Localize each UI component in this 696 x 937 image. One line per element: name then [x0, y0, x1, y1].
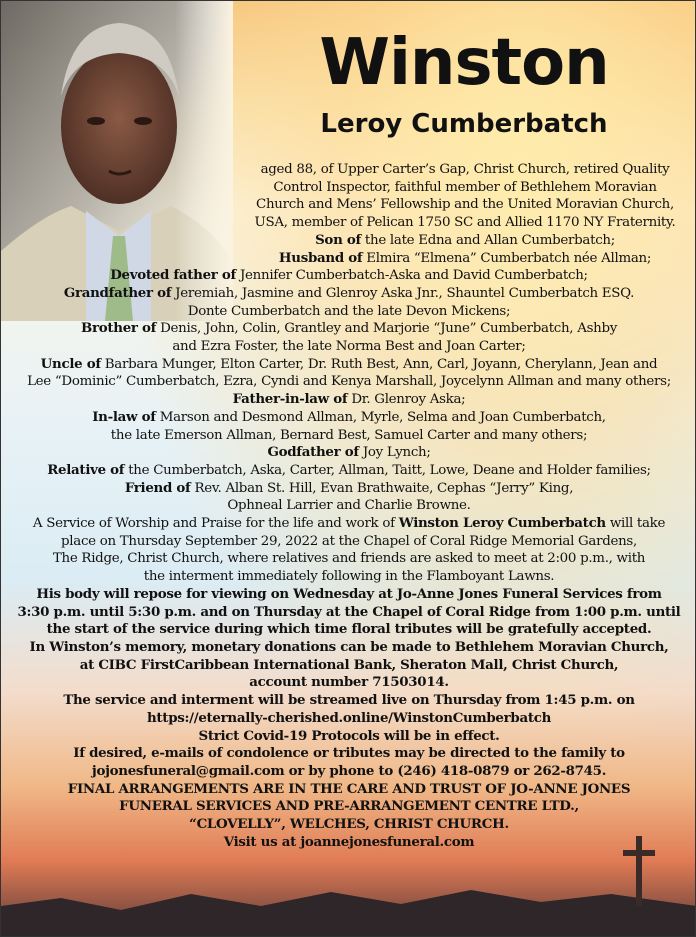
- deceased-first-name: Winston: [319, 26, 609, 100]
- relation-label: Uncle of: [40, 355, 101, 372]
- line-text: Rev. Alban St. Hill, Evan Brathwaite, Cephas “Jerry” King,: [190, 480, 574, 496]
- line-text: If desired, e-mails of condolence or tributes may be directed to the family to: [73, 745, 625, 762]
- text-line: [1, 462, 696, 480]
- line-text: Visit us at joannejonesfuneral.com: [223, 833, 475, 850]
- line-text: Denis, John, Colin, Grantley and Marjorie “June” Cumberbatch, Ashby: [156, 321, 618, 337]
- text-line: [1, 568, 696, 586]
- line-text: account number 71503014.: [249, 674, 449, 691]
- deceased-full-name: Winston Leroy Cumberbatch: [398, 515, 606, 532]
- line-text: the late Emerson Allman, Bernard Best, Samuel Carter and many others;: [110, 427, 588, 443]
- text-line: [1, 639, 696, 657]
- text-line: [1, 250, 696, 268]
- text-line: [1, 391, 696, 409]
- relation-label: Godfather of: [267, 444, 359, 461]
- line-text: Donte Cumberbatch and the late Devon Mickens;: [187, 303, 511, 319]
- line-text: https://eternally-cherished.online/WinstonCumberbatch: [146, 709, 552, 726]
- text-line: [1, 763, 696, 781]
- line-text: Joy Lynch;: [358, 445, 431, 461]
- line-text: at CIBC FirstCaribbean International Bank, Sheraton Mall, Christ Church,: [79, 656, 619, 673]
- text-line: [1, 356, 696, 374]
- line-text: Control Inspector, faithful member of Bethlehem Moravian: [273, 179, 657, 195]
- text-line: [1, 781, 696, 799]
- text-line: [1, 303, 696, 321]
- relation-label: Relative of: [47, 461, 125, 478]
- relation-label: Friend of: [124, 479, 191, 496]
- relation-label: Devoted father of: [110, 267, 237, 284]
- line-text: USA, member of Pelican 1750 SC and Allied 1170 NY Fraternity.: [254, 215, 676, 231]
- text-line: [1, 550, 696, 568]
- text-line: [1, 674, 696, 692]
- text-line: [1, 427, 696, 445]
- text-line: [1, 338, 696, 356]
- text-line: [1, 285, 696, 303]
- line-text: aged 88, of Upper Carter’s Gap, Christ Church, retired Quality: [260, 162, 670, 177]
- line-text: His body will repose for viewing on Wednesday at Jo-Anne Jones Funeral Services from: [36, 585, 662, 602]
- text-line: [1, 515, 696, 533]
- line-text: and Ezra Foster, the late Norma Best and Joan Carter;: [172, 339, 526, 355]
- text-line: [1, 798, 696, 816]
- text-line: [1, 232, 696, 250]
- relation-label: Brother of: [80, 320, 157, 337]
- line-text: Marson and Desmond Allman, Myrle, Selma and Joan Cumberbatch,: [155, 409, 606, 425]
- text-line: [1, 497, 696, 515]
- text-line: [1, 692, 696, 710]
- line-text: place on Thursday September 29, 2022 at the Chapel of Coral Ridge Memorial Gardens,: [61, 533, 637, 549]
- text-line: [1, 480, 696, 498]
- line-text: Barbara Munger, Elton Carter, Dr. Ruth Best, Ann, Carl, Joyann, Cherylann, Jean and: [100, 356, 658, 372]
- text-line: [1, 745, 696, 763]
- text-line: [1, 657, 696, 675]
- line-text: A Service of Worship and Praise for the life and work of: [32, 516, 399, 532]
- line-text: Lee “Dominic” Cumberbatch, Ezra, Cyndi and Kenya Marshall, Joycelynn Allman and many others;: [27, 374, 671, 390]
- text-line: [1, 444, 696, 462]
- text-line: [1, 267, 696, 285]
- text-line: [1, 214, 696, 232]
- text-line: [1, 320, 696, 338]
- line-text: The Ridge, Christ Church, where relatives and friends are asked to meet at 2:00 p.m., with: [52, 551, 646, 567]
- text-line: [1, 161, 696, 179]
- obituary-text: [1, 161, 696, 851]
- text-line: [1, 196, 696, 214]
- mountain-silhouette: [1, 876, 696, 936]
- line-text: Strict Covid-19 Protocols will be in effect.: [198, 727, 500, 744]
- line-text: the interment immediately following in the Flamboyant Lawns.: [143, 569, 555, 585]
- text-line: [1, 834, 696, 852]
- line-text: FINAL ARRANGEMENTS ARE IN THE CARE AND TRUST OF JO-ANNE JONES: [67, 780, 631, 797]
- text-line: [1, 586, 696, 604]
- line-text: In Winston’s memory, monetary donations can be made to Bethlehem Moravian Church,: [29, 638, 669, 655]
- line-text: Church and Mens’ Fellowship and the United Moravian Church,: [256, 197, 674, 213]
- relation-label: Grandfather of: [63, 284, 172, 301]
- line-text: the Cumberbatch, Aska, Carter, Allman, Taitt, Lowe, Deane and Holder families;: [124, 462, 651, 478]
- line-text: Ophneal Larrier and Charlie Browne.: [227, 498, 471, 514]
- text-line: [1, 373, 696, 391]
- relation-label: Son of: [315, 231, 361, 248]
- line-text: the late Edna and Allan Cumberbatch;: [360, 232, 615, 248]
- text-line: [1, 179, 696, 197]
- line-text: Jeremiah, Jasmine and Glenroy Aska Jnr., Shauntel Cumberbatch ESQ.: [171, 285, 635, 301]
- line-text: “CLOVELLY”, WELCHES, CHRIST CHURCH.: [189, 816, 509, 833]
- relation-label: Father-in-law of: [232, 391, 348, 408]
- text-line: [1, 604, 696, 622]
- line-text: Elmira “Elmena” Cumberbatch née Allman;: [362, 250, 652, 266]
- line-text: the start of the service during which time floral tributes will be gratefully accepted.: [46, 621, 652, 638]
- text-line: [1, 409, 696, 427]
- deceased-surname: Leroy Cumberbatch: [320, 109, 608, 139]
- relation-label: In-law of: [92, 408, 156, 425]
- text-line: [1, 816, 696, 834]
- text-line: [1, 621, 696, 639]
- text-line: [1, 710, 696, 728]
- line-text: 3:30 p.m. until 5:30 p.m. and on Thursday at the Chapel of Coral Ridge from 1:00 p.m. until: [17, 603, 681, 620]
- line-text: The service and interment will be streamed live on Thursday from 1:45 p.m. on: [63, 692, 635, 709]
- line-text: Dr. Glenroy Aska;: [347, 392, 466, 408]
- text-line: [1, 533, 696, 551]
- line-text-tail: will take: [605, 516, 666, 532]
- line-text: Jennifer Cumberbatch-Aska and David Cumberbatch;: [236, 268, 588, 284]
- text-line: [1, 728, 696, 746]
- line-text: jojonesfuneral@gmail.com or by phone to (246) 418-0879 or 262-8745.: [91, 762, 607, 779]
- relation-label: Husband of: [278, 249, 363, 266]
- line-text: FUNERAL SERVICES AND PRE-ARRANGEMENT CENTRE LTD.,: [119, 798, 579, 815]
